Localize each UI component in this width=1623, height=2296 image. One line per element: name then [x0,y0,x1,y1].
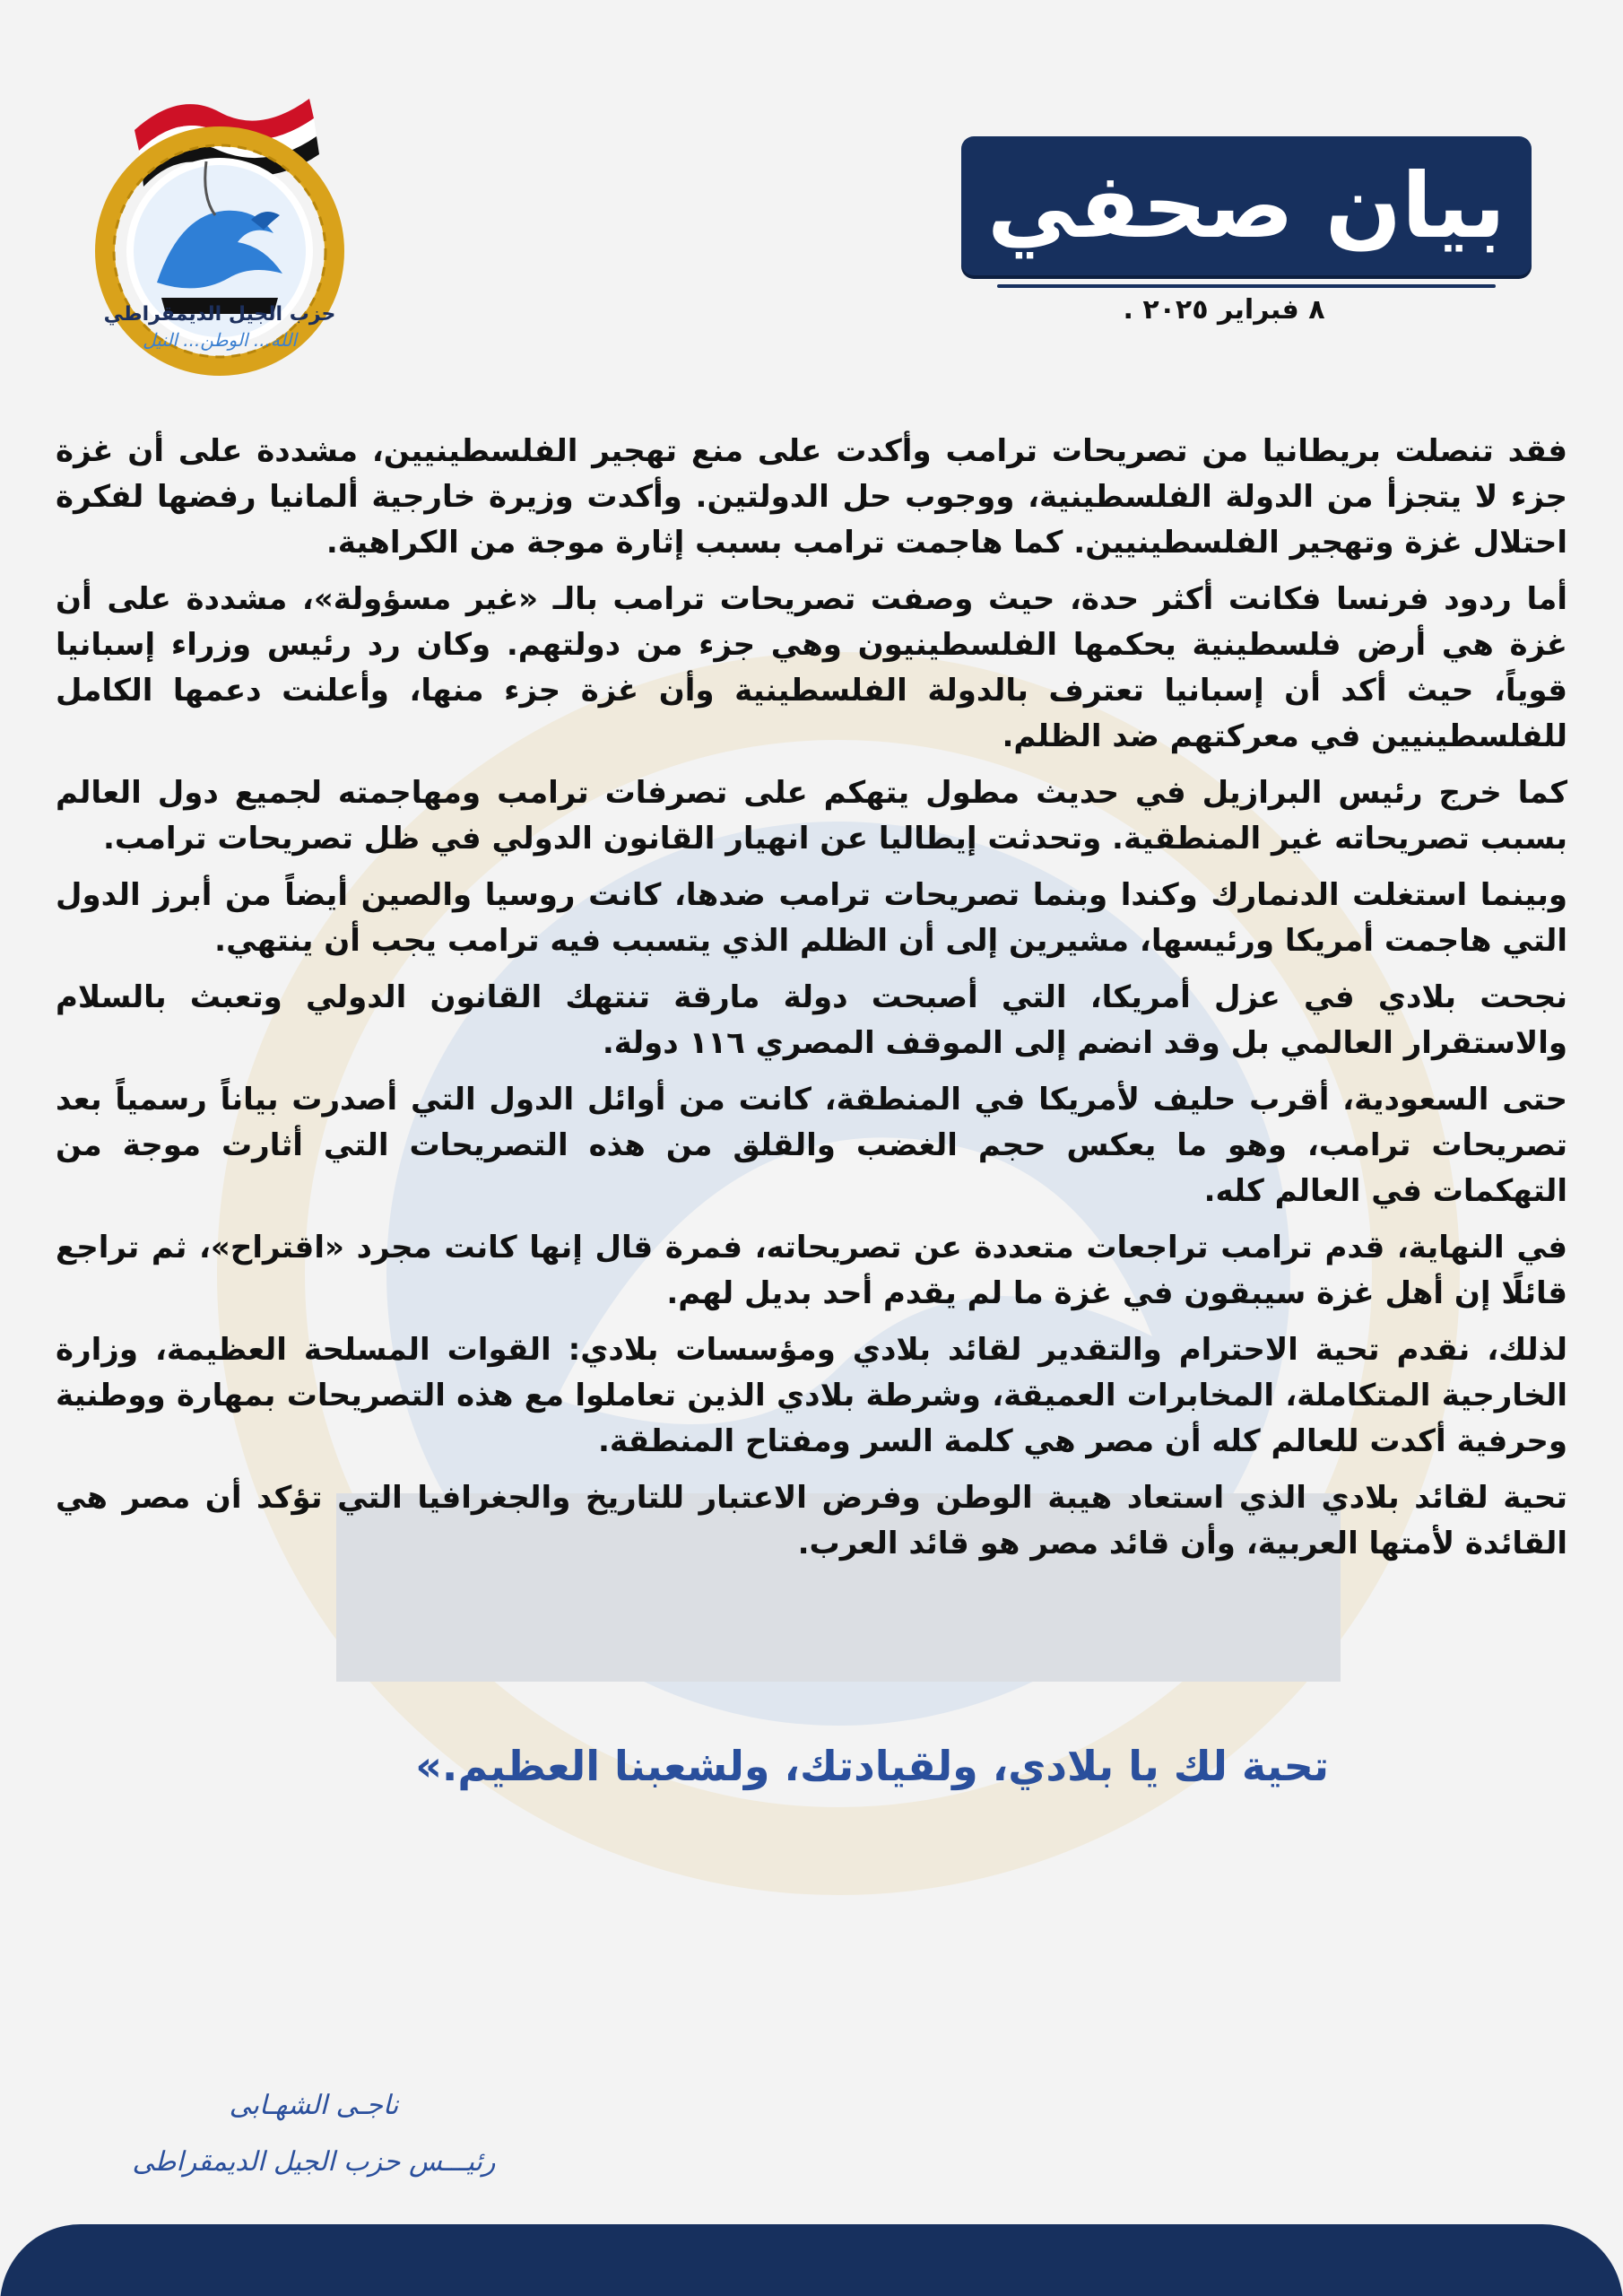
footer-band [0,2224,1623,2296]
signatory-title: رئيـــس حزب الجيل الديمقراطى [132,2146,496,2178]
title-banner [961,136,1532,275]
party-name: حزب الجيل الديمقراطي [103,303,336,326]
paragraph: حتى السعودية، أقرب حليف لأمريكا في المنطقة، كانت من أوائل الدول التي أصدرت بياناً رسمياً بعد تصريحات ترامب، وهو ما يعكس حجم الغضب والقلق من هذه التصريحات التي أثارت موجة من التهكمات في العالم كله. [56,1082,1567,1209]
signatory-name: ناجـى الشهـابى [229,2090,399,2121]
paragraph: أما ردود فرنسا فكانت أكثر حدة، حيث وصفت تصريحات ترامب بالـ «غير مسؤولة»، مشددة على أن غزة هي أرض فلسطينية يحكمها الفلسطينيون وهي جزء من دولتهم. وكان رد رئيس وزراء إسبانيا قوياً، حيث أكد أن إسبانيا تعترف بالدولة الفلسطينية وأن غزة جزء منها، وأعلنت دعمها الكامل للفلسطينيين في معركتهم ضد الظلم. [56,581,1567,754]
paragraph: تحية لقائد بلادي الذي استعاد هيبة الوطن وفرض الاعتبار للتاريخ والجغرافيا التي تؤكد أن مصر هي القائدة لأمتها العربية، وأن قائد مصر هو قائد العرب. [56,1480,1567,1561]
statement-body [56,429,1567,1578]
closing-line: تحية لك يا بلادي، ولقيادتك، ولشعبنا العظيم.» [415,1742,1329,1790]
logo-caption [85,303,354,351]
paragraph: كما خرج رئيس البرازيل في حديث مطول يتهكم على تصرفات ترامب ومهاجمته لجميع دول العالم بسبب تصريحاته غير المنطقية. وتحدثت إيطاليا عن انهيار القانون الدولي في ظل تصريحات ترامب. [56,775,1567,857]
release-date: ٨ فبراير ٢٠٢٥ . [1123,294,1325,326]
paragraph: لذلك، نقدم تحية الاحترام والتقدير لقائد بلادي ومؤسسات بلادي: القوات المسلحة العظيمة، وزارة الخارجية المتكاملة، المخابرات العميقة، وشرطة بلادي الذين تعاملوا مع هذه التصريحات بمهارة ووطنية وحرفية أكدت للعالم كله أن مصر هي كلمة السر ومفتاح المنطقة. [56,1332,1567,1459]
party-slogan: الله... الوطن... النيل [143,329,297,351]
paragraph: فقد تنصلت بريطانيا من تصريحات ترامب وأكدت على منع تهجير الفلسطينيين، مشددة على أن غزة جزء لا يتجزأ من الدولة الفلسطينية، ووجوب حل الدولتين. وأكدت وزيرة خارجية ألمانيا رفضها لفكرة احتلال غزة وتهجير الفلسطينيين. كما هاجمت ترامب بسبب إثارة موجة من الكراهية. [56,433,1567,561]
paragraph: نجحت بلادي في عزل أمريكا، التي أصبحت دولة مارقة تنتهك القانون الدولي وتعبث بالسلام والاستقرار العالمي بل وقد انضم إلى الموقف المصري ١١٦ دولة. [56,979,1567,1061]
signature-block [90,2090,538,2178]
page-title: بيان صحفي [987,153,1506,258]
paragraph: في النهاية، قدم ترامب تراجعات متعددة عن تصريحاته، فمرة قال إنها كانت مجرد «اقتراح»، ثم تراجع قائلًا إن أهل غزة سيبقون في غزة ما لم يقدم أحد بديل لهم. [56,1230,1567,1311]
paragraph: وبينما استغلت الدنمارك وكندا وبنما تصريحات ترامب ضدها، كانت روسيا والصين أيضاً من أبرز الدول التي هاجمت أمريكا ورئيسها، مشيرين إلى أن الظلم الذي يتسبب فيه ترامب يجب أن ينتهي. [56,877,1567,959]
